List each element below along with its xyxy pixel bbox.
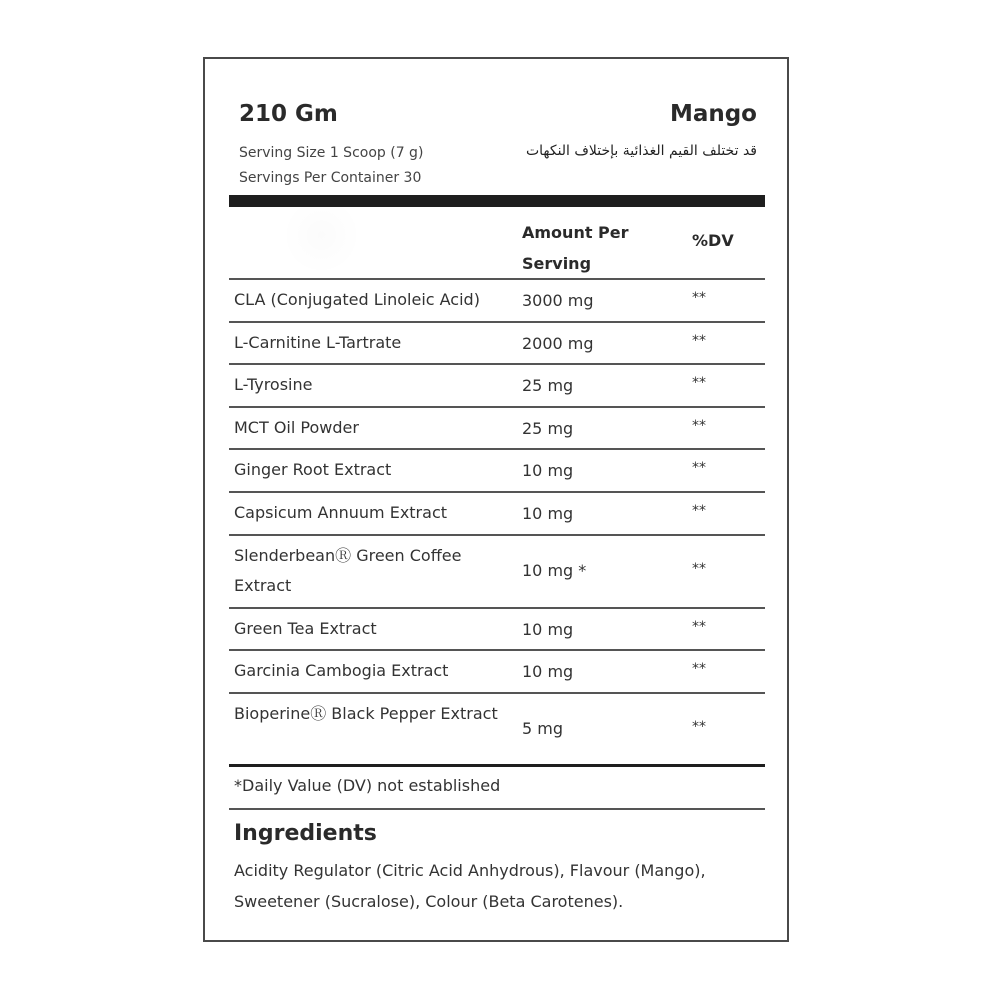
footnote-divider [229,808,765,810]
amount-per-serving-header: Amount Per Serving [522,223,629,273]
label-content [229,59,765,940]
ingredient-amount: 10 mg [522,503,574,523]
ingredient-name: Garcinia Cambogia Extract [234,661,449,681]
servings-per-container: Servings Per Container 30 [239,170,422,186]
header-divider [229,195,765,207]
ingredient-amount: 25 mg [522,418,574,438]
table-row [229,406,765,449]
table-bottom-divider [229,764,765,767]
ingredient-amount: 10 mg [522,662,574,682]
flavor-name: Mango [669,101,757,127]
table-row [229,649,765,692]
ingredient-name: BioperineⓇ Black Pepper Extract [234,703,498,723]
table-row [229,448,765,491]
ingredient-name: MCT Oil Powder [234,417,359,437]
ingredient-dv: ** [692,661,706,678]
ingredient-name: Green Tea Extract [234,618,377,638]
ingredient-dv: ** [692,502,706,519]
table-row [229,534,765,607]
daily-value-header: %DV [692,231,734,250]
net-weight: 210 Gm [239,101,338,127]
ingredient-dv: ** [692,560,706,577]
ingredient-amount: 2000 mg [522,333,594,353]
ingredient-amount: 10 mg [522,619,574,639]
ingredient-dv: ** [692,618,706,635]
ingredients-heading: Ingredients [234,821,377,846]
serving-size: Serving Size 1 Scoop (7 g) [239,145,424,161]
ingredient-amount: 3000 mg [522,291,594,310]
ingredient-amount: 10 mg [522,461,574,481]
ingredient-dv: ** [692,417,706,434]
ingredient-name: L-Carnitine L-Tartrate [234,332,402,352]
ingredient-amount: 5 mg [522,718,564,738]
table-row [229,321,765,364]
ingredient-dv: ** [692,718,706,735]
supplement-facts-label [203,57,789,942]
ingredients-list: Acidity Regulator (Citric Acid Anhydrous), Flavour (Mango), Sweetener (Sucralose), Colour (Beta Carotenes). [234,861,706,911]
ingredient-dv: ** [692,332,706,349]
ingredient-dv: ** [692,460,706,477]
ingredient-name: Capsicum Annuum Extract [234,502,448,522]
nutrient-table [229,278,765,765]
ingredient-dv: ** [692,290,706,306]
table-row [229,491,765,534]
ingredient-name: SlenderbeanⓇ Green Coffee Extract [234,545,462,595]
flavor-variation-note: قد تختلف القيم الغذائية بإختلاف النكهات [525,143,757,159]
table-row [229,692,765,765]
daily-value-footnote: *Daily Value (DV) not established [234,776,501,795]
ingredient-name: Ginger Root Extract [234,460,392,480]
ingredient-amount: 10 mg * [522,560,587,580]
ingredient-name: L-Tyrosine [234,375,313,395]
table-row [229,363,765,406]
table-row [229,278,765,321]
ingredient-amount: 25 mg [522,376,574,396]
ingredient-name: CLA (Conjugated Linoleic Acid) [234,290,480,309]
table-row [229,607,765,650]
ingredient-dv: ** [692,375,706,392]
